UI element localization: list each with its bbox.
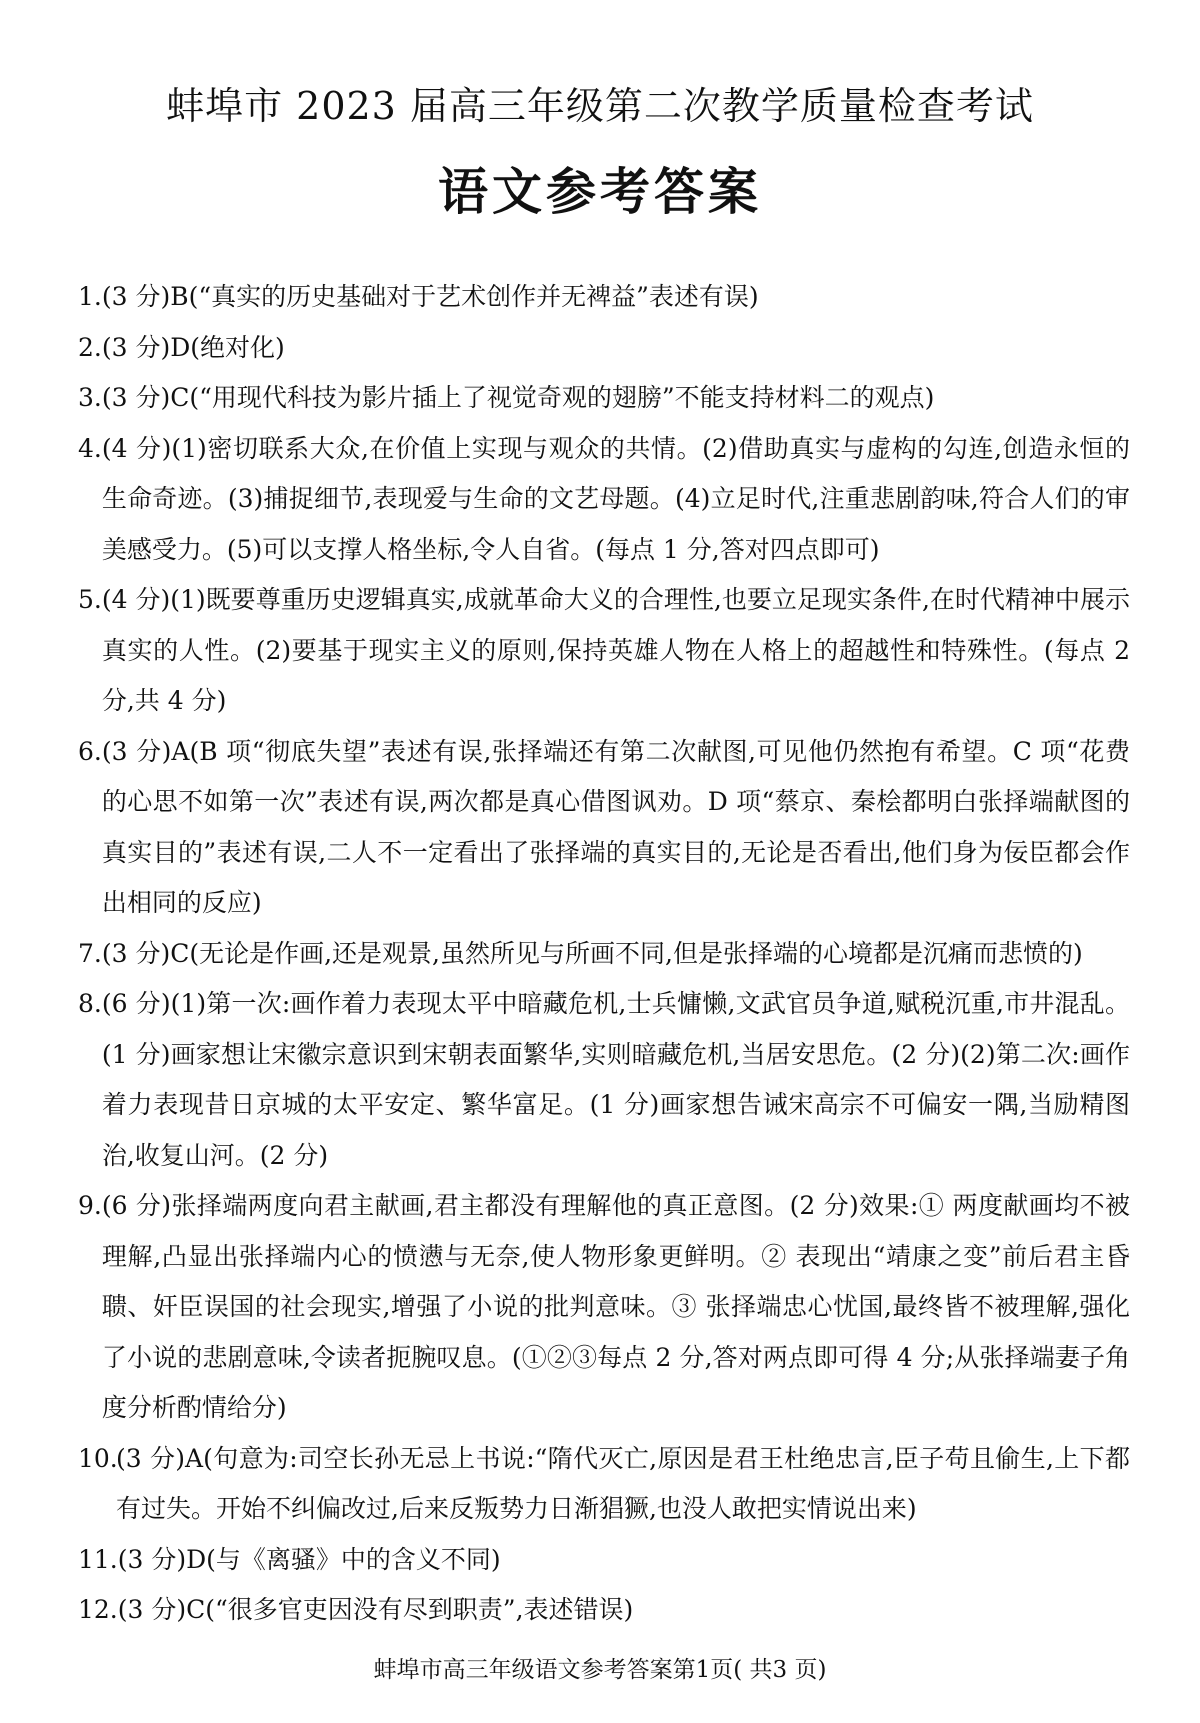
answer-list	[78, 272, 1130, 1636]
answer-item-5	[78, 575, 1130, 727]
answer-item-6	[78, 727, 1130, 929]
answer-number: 11.	[78, 1544, 118, 1574]
answer-text: (6 分)张择端两度向君主献画,君主都没有理解他的真正意图。(2 分)效果:① 两度献画均不被理解,凸显出张择端内心的愤懑与无奈,使人物形象更鲜明。② 表现出“靖康之变”前后君主昏聩、奸臣误国的社会现实,增强了小说的批判意味。③ 张择端忠心忧国,最终皆不被理解,强化了小说的悲剧意味,令读者扼腕叹息。(①②③每点 2 分,答对两点即可得 4 分;从张择端妻子角度分析酌情给分)	[101, 1191, 1130, 1422]
answer-number: 1.	[78, 282, 102, 311]
answer-text: (4 分)(1)密切联系大众,在价值上实现与观众的共情。(2)借助真实与虚构的勾连,创造永恒的生命奇迹。(3)捕捉细节,表现爱与生命的文艺母题。(4)立足时代,注重悲剧韵味,符合人们的审美感受力。(5)可以支撑人格坐标,令人自省。(每点 1 分,答对四点即可)	[101, 433, 1130, 564]
answer-number: 10.	[78, 1443, 118, 1473]
answer-item-4	[78, 424, 1130, 576]
answer-text: (3 分)A(句意为:司空长孙无忌上书说:“隋代灭亡,原因是君王杜绝忠言,臣子苟且偷生,上下都有过失。开始不纠偏改过,后来反叛势力日渐猖獗,也没人敢把实情说出来)	[116, 1443, 1130, 1523]
answer-item-7	[78, 929, 1130, 980]
answer-item-1	[78, 272, 1130, 323]
answer-number: 6.	[78, 736, 102, 766]
answer-number: 7.	[78, 938, 102, 968]
answer-text: (3 分)C(“很多官吏因没有尽到职责”,表述错误)	[117, 1595, 634, 1624]
answer-number: 5.	[78, 585, 102, 614]
page-footer: 蚌埠市高三年级语文参考答案第1页( 共3 页)	[373, 1657, 827, 1683]
answer-text: (3 分)C(无论是作画,还是观景,虽然所见与所画不同,但是张择端的心境都是沉痛而悲愤的)	[101, 938, 1083, 968]
answer-number: 3.	[78, 383, 102, 412]
answer-item-11	[78, 1535, 1130, 1586]
answer-number: 8.	[78, 989, 102, 1018]
answer-number: 9.	[78, 1191, 102, 1220]
answer-item-8	[78, 979, 1130, 1181]
answer-item-12	[78, 1585, 1130, 1636]
answer-text: (3 分)B(“真实的历史基础对于艺术创作并无裨益”表述有误)	[101, 282, 759, 311]
exam-title: 蚌埠市 2023 届高三年级第二次教学质量检查考试	[166, 84, 1034, 128]
answer-item-2	[78, 323, 1130, 374]
answer-text: (3 分)C(“用现代科技为影片插上了视觉奇观的翅膀”不能支持材料二的观点)	[101, 383, 935, 412]
answer-text: (3 分)D(绝对化)	[101, 332, 285, 362]
answer-text: (3 分)A(B 项“彻底失望”表述有误,张择端还有第二次献图,可见他仍然抱有希望。C 项“花费的心思不如第一次”表述有误,两次都是真心借图讽劝。D 项“蔡京、秦桧都明白张择端献图的真实目的”表述有误,二人不一定看出了张择端的真实目的,无论是否看出,他们身为佞臣都会作出相同的反应)	[101, 736, 1130, 917]
page-subtitle: 语文参考答案	[438, 163, 762, 221]
answer-item-9	[78, 1181, 1130, 1434]
answer-number: 2.	[78, 332, 102, 362]
answer-text: (3 分)D(与《离骚》中的含义不同)	[117, 1544, 501, 1574]
answer-item-3	[78, 373, 1130, 424]
answer-item-10	[78, 1434, 1130, 1535]
answer-text: (4 分)(1)既要尊重历史逻辑真实,成就革命大义的合理性,也要立足现实条件,在时代精神中展示真实的人性。(2)要基于现实主义的原则,保持英雄人物在人格上的超越性和特殊性。(每点 2 分,共 4 分)	[101, 585, 1130, 715]
answer-text: (6 分)(1)第一次:画作着力表现太平中暗藏危机,士兵慵懒,文武官员争道,赋税沉重,市井混乱。(1 分)画家想让宋徽宗意识到宋朝表面繁华,实则暗藏危机,当居安思危。(2 分)(2)第二次:画作着力表现昔日京城的太平安定、繁华富足。(1 分)画家想告诫宋高宗不可偏安一隅,当励精图治,收复山河。(2 分)	[101, 989, 1130, 1170]
answer-number: 4.	[78, 433, 102, 463]
answer-number: 12.	[78, 1595, 118, 1624]
